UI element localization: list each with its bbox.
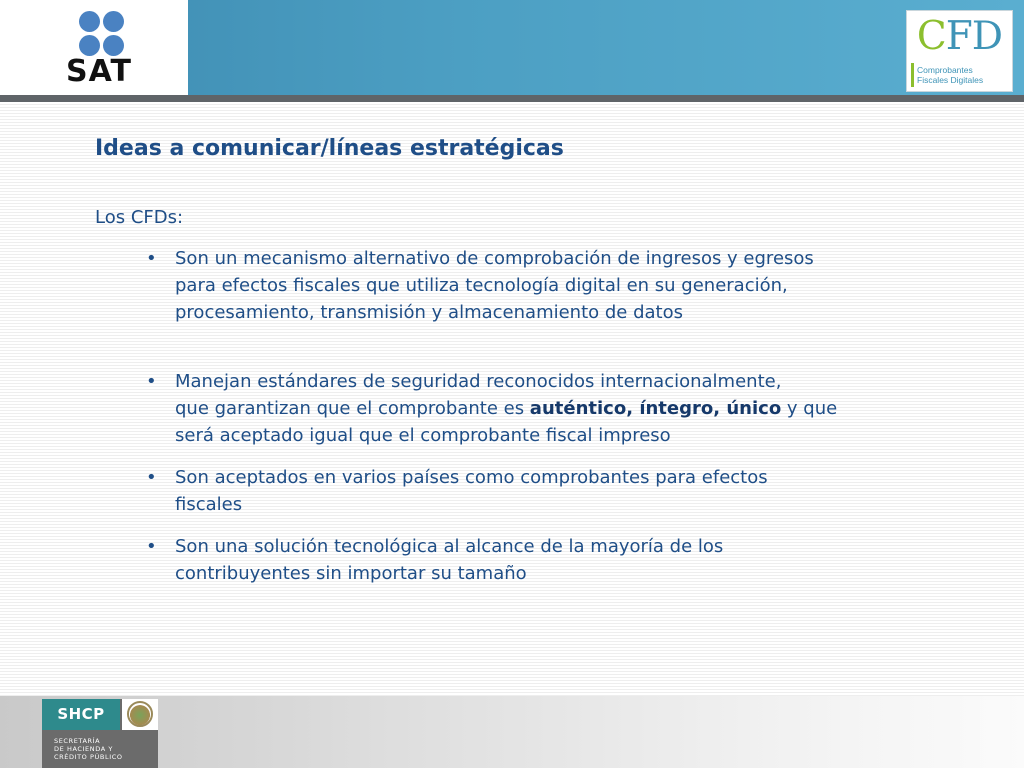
emphasis-integro: íntegro (639, 398, 714, 419)
logo-dot (79, 11, 100, 32)
shcp-label: SHCP (42, 699, 120, 730)
sat-logo-dots-icon (79, 11, 125, 57)
cfd-logo-subtitle-2: Fiscales Digitales (917, 75, 984, 85)
bullet-line: Son un mecanismo alternativo de comprobación de ingresos y egresos (175, 248, 814, 269)
bullet-line: Son aceptados en varios países como comprobantes para efectos (175, 467, 768, 488)
bullet-line: Son una solución tecnológica al alcance de la mayoría de los (175, 536, 724, 557)
seal-emblem-icon (127, 701, 153, 727)
shcp-subtitle-2: DE HACIENDA Y (54, 745, 113, 753)
slide-title: Ideas a comunicar/líneas estratégicas (95, 136, 564, 161)
bullet-text: y que (781, 398, 838, 419)
bullet-text: que garantizan que el comprobante es (175, 398, 530, 419)
bullet-line: será aceptado igual que el comprobante fiscal impreso (175, 425, 671, 446)
bullet-line: fiscales (175, 494, 243, 515)
sat-logo (0, 0, 188, 95)
shcp-logo (42, 699, 158, 768)
intro-text: Los CFDs: (95, 207, 184, 228)
emphasis-unico: único (726, 398, 782, 419)
cfd-logo-letter-c: C (916, 14, 946, 59)
bullet-icon: • (146, 371, 157, 392)
sat-wordmark: SAT (66, 54, 132, 89)
cfd-logo-letters-fd: FD (945, 14, 1003, 59)
logo-dot (103, 35, 124, 56)
bullet-line: para efectos fiscales que utiliza tecnología digital en su generación, (175, 275, 788, 296)
bullet-item (146, 368, 976, 449)
bullet-icon: • (146, 536, 157, 557)
cfd-logo (906, 10, 1013, 92)
logo-dot (79, 35, 100, 56)
bullet-icon: • (146, 248, 157, 269)
header-divider (0, 95, 1024, 102)
mexico-seal-icon (122, 699, 158, 730)
cfd-logo-accent-bar (911, 63, 914, 87)
emphasis-separator: , (713, 398, 727, 419)
bullet-line: Manejan estándares de seguridad reconocidos internacionalmente, (175, 371, 782, 392)
bullet-line-with-emphasis (175, 395, 976, 422)
bullet-line: contribuyentes sin importar su tamaño (175, 563, 527, 584)
bullet-item (146, 533, 976, 587)
shcp-subtitle-3: CRÉDITO PÚBLICO (54, 753, 123, 761)
emphasis-separator: , (626, 398, 640, 419)
cfd-logo-subtitle-1: Comprobantes (917, 65, 973, 75)
emphasis-autentico: auténtico (529, 398, 627, 419)
bullet-icon: • (146, 467, 157, 488)
shcp-subtitle-1: SECRETARÍA (54, 737, 101, 745)
bullet-item (146, 464, 976, 518)
cfd-logo-letters (907, 15, 1012, 59)
logo-dot (103, 11, 124, 32)
bullet-item (146, 245, 976, 326)
bullet-line: procesamiento, transmisión y almacenamiento de datos (175, 302, 683, 323)
